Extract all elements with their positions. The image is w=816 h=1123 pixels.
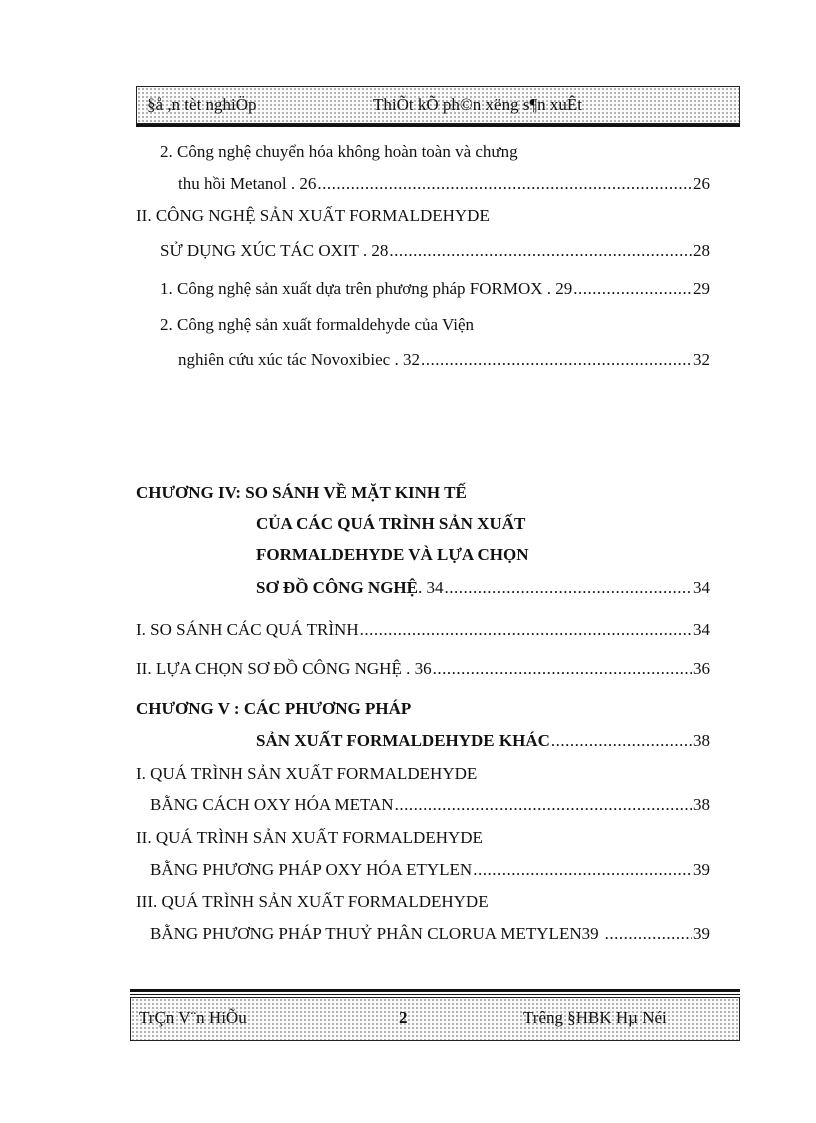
dot-leader [445,578,693,598]
toc-II-page: 28 [693,241,710,260]
header-left-text: §å ,n tèt nghiÖp [147,95,257,114]
toc-ch5-entry[interactable] [256,731,710,755]
toc-ch5-I-entry[interactable] [150,795,710,819]
toc-II-entry[interactable] [160,241,710,265]
toc-ch5-II-text: BẰNG PHƯƠNG PHÁP OXY HÓA ETYLEN [150,860,473,879]
dot-leader [573,279,692,299]
toc-ch4-text: SƠ ĐỒ CÔNG NGHỆ [256,578,418,597]
toc-s2a-title: 2. Công nghệ chuyển hóa không hoàn toàn và chưng [160,142,518,161]
toc-ch5-text: SẢN XUẤT FORMALDEHYDE KHÁC [256,731,550,750]
footer-page-number: 2 [399,1008,408,1027]
toc-s2b-title: 2. Công nghệ sản xuất formaldehyde của Viện [160,315,475,334]
toc-s2a-page: 26 [693,174,710,193]
toc-ch5-II-title: II. QUÁ TRÌNH SẢN XUẤT FORMALDEHYDE [136,828,483,847]
toc-ch5-III-entry[interactable] [150,924,710,948]
dot-leader [421,350,692,370]
dot-leader [317,174,692,194]
toc-ch4-II-page: 36 [693,659,710,678]
toc-ch5-II-entry[interactable] [150,860,710,884]
toc-ch4-line2: CỦA CÁC QUÁ TRÌNH SẢN XUẤT [256,514,526,533]
toc-ch5-I-text: BẰNG CÁCH OXY HÓA METAN [150,795,394,814]
toc-II-title: II. CÔNG NGHỆ SẢN XUẤT FORMALDEHYDE [136,206,490,225]
toc-ch5-III-text: BẰNG PHƯƠNG PHÁP THUỶ PHÂN CLORUA METYLEN39 [150,924,599,943]
toc-ch5-III-page: 39 [693,924,710,943]
toc-ch5-title: CHƯƠNG V : CÁC PHƯƠNG PHÁP [136,699,412,718]
toc-s2b-entry[interactable] [178,350,710,374]
dot-leader [360,620,692,640]
header-rule [136,124,740,127]
toc-ch4-II-text: II. LỰA CHỌN SƠ ĐỒ CÔNG NGHỆ . 36 [136,659,432,678]
dot-leader [395,795,692,815]
footer-author: TrÇn V¨n HiÕu [139,1008,247,1027]
footer-rule-bottom [130,994,740,995]
toc-ch5-I-page: 38 [693,795,710,814]
toc-ch4-II-entry[interactable] [136,659,710,683]
toc-ch4-title: CHƯƠNG IV: SO SÁNH VỀ MẶT KINH TẾ [136,483,467,502]
dot-leader [389,241,692,261]
toc-ch5-page: 38 [693,731,710,750]
toc-ch5-III-title: III. QUÁ TRÌNH SẢN XUẤT FORMALDEHYDE [136,892,489,911]
toc-ch4-suffix: . 34 [418,578,444,597]
footer-rule-top [130,989,740,992]
footer-school: Trêng §HBK Hµ Néi [523,1008,667,1027]
toc-ch5-II-page: 39 [693,860,710,879]
toc-s1-text: 1. Công nghệ sản xuất dựa trên phương pháp FORMOX . 29 [160,279,573,298]
toc-s1-entry[interactable] [160,279,710,303]
toc-ch4-I-page: 34 [693,620,710,639]
toc-II-text: SỬ DỤNG XÚC TÁC OXIT . 28 [160,241,389,260]
toc-ch5-I-title: I. QUÁ TRÌNH SẢN XUẤT FORMALDEHYDE [136,764,478,783]
dot-leader [551,731,692,751]
toc-ch4-page: 34 [693,578,710,597]
dot-leader [605,924,692,944]
toc-ch4-I-text: I. SO SÁNH CÁC QUÁ TRÌNH [136,620,359,639]
dot-leader [433,659,692,679]
toc-s2b-page: 32 [693,350,710,369]
dot-leader [473,860,692,880]
toc-s1-page: 29 [693,279,710,298]
toc-s2b-text: nghiên cứu xúc tác Novoxibiec . 32 [178,350,420,369]
toc-ch4-entry[interactable] [256,578,710,602]
header-right-text: ThiÕt kÕ ph©n xëng s¶n xuÊt [373,95,583,114]
toc-s2a-text: thu hồi Metanol . 26 [178,174,317,193]
page-footer [130,997,740,1041]
toc-s2a-entry[interactable] [178,174,710,198]
page-header [136,86,740,124]
toc-ch4-line3: FORMALDEHYDE VÀ LỰA CHỌN [256,545,529,564]
toc-ch4-I-entry[interactable] [136,620,710,644]
